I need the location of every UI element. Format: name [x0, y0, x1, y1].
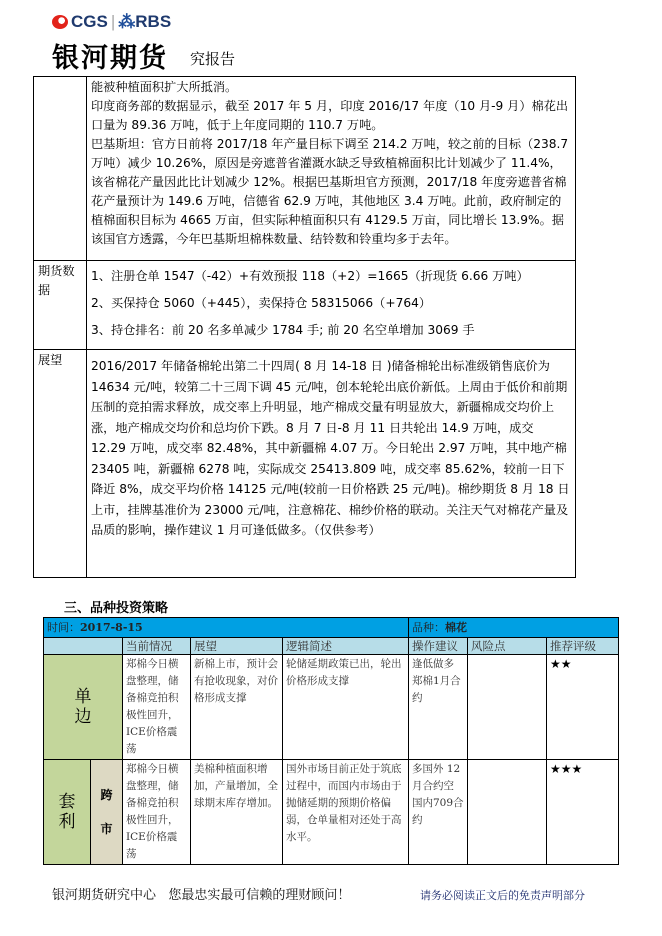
variety-value: 棉花: [445, 621, 467, 634]
logic-cell: 轮储延期政策已出，轮出价格形成支撑: [283, 655, 409, 760]
column-header: 风险点: [468, 638, 547, 655]
category: 套利: [58, 792, 76, 832]
paragraph: 印度商务部的数据显示，截至 2017 年 5 月，印度 2016/17 年度（10 月-9 月）棉花出口量为 89.36 万吨，低于上年度同期的 110.7 万吨。: [91, 99, 569, 132]
row-content: [87, 77, 576, 261]
analysis-table: [33, 76, 576, 578]
paragraph: 2016/2017 年储备棉轮出第二十四周( 8 月 14-18 日 )储备棉轮出标准级销售底价为 14634 元/吨，较第二十三周下调 45 元/吨，创本轮轮出底价新低。上周由于低价和前期压制的竞拍需求释放，成交率上升明显，地产棉成交量有明显放大，新疆棉成交均价上涨，地产棉成交均价和总均价下跌。8 月 7 日-8 月 11 日共轮出 14.9 万吨，成交 12.29 万吨，成交率 82.48%，其中新疆棉 4.07 万。今日轮出 2.97 万吨，其中地产棉 23405 吨，新疆棉 6278 吨，实际成交 25413.809 吨，成交率 85.62%，较前一日下降近 8%，成交平均价格 14125 元/吨(较前一日价格跌 25 元/吨)。棉纱期货 8 月 18 日上市，挂牌基准价为 23000 元/吨，注意棉花、棉纱价格的联动。关注天气对棉花产量及品质的影响，操作建议 1 月可逢低做多。（仅供参考）: [91, 359, 570, 537]
row-label: 期货数据: [34, 261, 87, 350]
logo-rbs: RBS: [135, 12, 172, 31]
paragraph: 1、注册仓单 1547（-42）+有效预报 118（+2）=1665（折现货 6.66 万吨）: [91, 269, 529, 283]
column-header: 操作建议: [409, 638, 468, 655]
column-headers: [44, 638, 619, 655]
column-header: 展望: [191, 638, 283, 655]
cgs-swirl-icon: [52, 15, 68, 29]
table-row: [34, 77, 576, 261]
strategy-header: [44, 618, 619, 638]
section-title: 三、品种投资策略: [64, 601, 169, 616]
column-header: 当前情况: [123, 638, 191, 655]
category-cell: [44, 760, 91, 865]
logic-cell: 国外市场目前正处于筑底过程中，而国内市场由于抛储延期的预期价格偏弱，仓单量相对还处于高水平。: [283, 760, 409, 865]
time-label: 时间：: [47, 621, 80, 634]
footer-slogan: 银河期货研究中心 您最忠实最可信赖的理财顾问！: [52, 888, 351, 903]
paragraph: 2、买保持仓 5060（+445），卖保持仓 58315066（+764）: [91, 296, 432, 310]
paragraph: 3、持仓排名：前 20 名多单减少 1784 手; 前 20 名空单增加 3069 手: [91, 323, 475, 337]
current-cell: 郑棉今日横盘整理，储备棉竞拍积极性回升，ICE价格震荡: [123, 655, 191, 760]
outlook-cell: 新棉上市，预计会有抢收现象，对价格形成支撑: [191, 655, 283, 760]
footer-disclaimer: 请务必阅读正文后的免责声明部分: [420, 889, 585, 902]
row-content: [87, 261, 576, 350]
row-content: [87, 350, 576, 578]
logo-cgs: CGS: [71, 12, 108, 31]
current-cell: 郑棉今日横盘整理，储备棉竞拍积极性回升，ICE价格震荡: [123, 760, 191, 865]
row-label: [34, 77, 87, 261]
table-row: [34, 350, 576, 578]
rating-stars: ★★★: [547, 760, 619, 865]
advice-cell: 多国外 12 月合约空国内709合约: [409, 760, 468, 865]
advice-cell: 逢低做多郑棉1月合约: [409, 655, 468, 760]
sub-category-cell: [91, 760, 123, 865]
column-header: 推荐评级: [547, 638, 619, 655]
category-cell: [44, 655, 123, 760]
sub-category: 跨市: [100, 788, 113, 836]
rating-stars: ★★: [547, 655, 619, 760]
cgs-rbs-logo: CGS | ⁂RBS: [52, 12, 171, 32]
brand-name: 银河期货: [52, 43, 168, 74]
paragraph: 巴基斯坦：官方日前将 2017/18 年产量目标下调至 214.2 万吨，较之前的目标（238.7 万吨）减少 10.26%，原因是旁遮普省灌溉水缺乏导致植棉面积比计划减少了 11.4%，该省棉花产量因此比计划减少 12%。根据巴基斯坦官方预测，2017/18 年度旁遮普省棉花产量预计为 149.6 万吨，信德省 62.9 万吨，其他地区 3.4 万吨。此前，政府制定的植棉面积目标为 4665 万亩，但实际种植面积只有 4129.5 万亩，同比增长 13.9%。据该国官方透露，今年巴基斯坦棉株数量、结铃数和铃重均多于去年。: [91, 137, 569, 246]
category: 单边: [74, 687, 92, 727]
risk-cell: [468, 760, 547, 865]
time-value: 2017-8-15: [80, 621, 143, 634]
table-row: [34, 261, 576, 350]
strategy-row: [44, 760, 619, 865]
report-title: 究报告: [190, 50, 236, 68]
outlook-cell: 美棉种植面积增加，产量增加，全球期末库存增加。: [191, 760, 283, 865]
strategy-row: [44, 655, 619, 760]
paragraph: 能被种植面积扩大所抵消。: [91, 80, 238, 94]
risk-cell: [468, 655, 547, 760]
column-header: 逻辑简述: [283, 638, 409, 655]
variety-label: 品种：: [412, 621, 445, 634]
strategy-table: [43, 617, 619, 865]
row-label: 展望: [34, 350, 87, 578]
